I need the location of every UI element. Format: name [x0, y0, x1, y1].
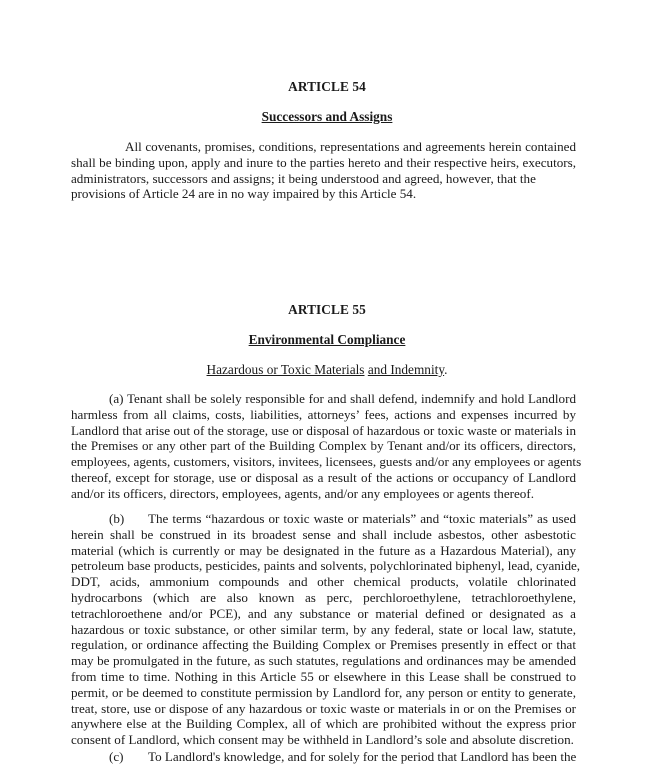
article-54-title: ARTICLE 54	[288, 79, 366, 94]
text-line: material (which is currently or may be designated in the future as a Hazardous Material), any	[71, 542, 576, 558]
article-54-subtitle: Successors and Assigns	[261, 109, 393, 124]
section-heading-period: .	[444, 362, 448, 377]
text-line: may be promulgated in the future, as such statutes, regulations and ordinances may be amended	[71, 653, 576, 669]
text-line: employees, agents, customers, visitors, invitees, licensees, guests and/or any employees or agents	[71, 454, 582, 470]
text-line: (a) Tenant shall be solely responsible for and shall defend, indemnify and hold Landlord	[109, 391, 576, 406]
text-line: and/or its officers, directors, employees, agents, and/or any employees or agents thereof.	[71, 485, 534, 501]
article-55-title: ARTICLE 55	[288, 302, 366, 317]
paragraph-b	[71, 511, 581, 748]
text-line: administrators, successors and assigns; it being understood and agreed, however, that the	[71, 170, 536, 186]
text-line-content: The terms “hazardous or toxic waste or materials” and “toxic materials” as used	[148, 511, 576, 526]
article-55-subtitle: Environmental Compliance	[248, 332, 406, 347]
text-line: thereof, except for storage, use or disposal as a result of the actions or occupancy of Landlord	[71, 469, 576, 485]
text-line: hazardous or toxic substance, or other similar term, by any federal, state or local law, statute,	[71, 621, 576, 637]
article-54-paragraph	[71, 139, 576, 202]
text-line: hydrocarbons (which are also known as perc, perchloroethylene, tetrachloroethylene,	[71, 589, 576, 605]
text-line: consent of Landlord, which consent may be withheld in Landlord’s sole and absolute discretion.	[71, 732, 574, 748]
text-line: provisions of Article 24 are in no way impaired by this Article 54.	[71, 186, 417, 202]
text-line: from time to time. Nothing in this Article 55 or elsewhere in this Lease shall be construed to	[71, 668, 576, 684]
text-line: Landlord that arise out of the storage, use or disposal of hazardous or toxic waste or materials in	[71, 422, 576, 438]
section-heading-part3: and Indemnity	[367, 362, 445, 377]
text-line: regulation, or ordinance affecting the Building Complex or Premises presently in effect or that	[71, 637, 576, 653]
section-heading-part1: Hazardous or Toxic Materials	[206, 362, 365, 377]
text-line	[71, 749, 576, 765]
text-line: harmless from all claims, costs, liabilities, attorneys’ fees, actions and expenses incurred by	[71, 406, 576, 422]
text-line: herein shall be construed in its broadest sense and shall include asbestos, other asbestotic	[71, 526, 576, 542]
paragraph-a	[71, 391, 582, 502]
paragraph-c	[71, 749, 576, 765]
paragraph-c-label: (c)	[109, 749, 124, 764]
text-line: All covenants, promises, conditions, representations and agreements herein contained	[125, 139, 576, 154]
text-line: DDT, acids, ammonium compounds and other chemical products, volatile chlorinated	[71, 574, 576, 590]
text-line: petroleum base products, pesticides, paints and solvents, polychlorinated biphenyl, lead, cyanide,	[71, 558, 581, 574]
text-line: shall be binding upon, apply and inure to the parties hereto and their respective heirs, executors,	[71, 154, 576, 170]
text-line: treat, store, use or dispose of any hazardous or toxic waste or materials in or on the Premises or	[71, 700, 576, 716]
text-line: the Premises or any other part of the Building Complex by Tenant and/or its officers, directors,	[71, 438, 576, 454]
text-line-content: To Landlord's knowledge, and for solely for the period that Landlord has been the	[148, 749, 577, 764]
text-line	[71, 511, 576, 527]
paragraph-b-label: (b)	[109, 511, 125, 526]
text-line: tetrachloroethene and/or PCE), and any substance or material defined or designated as a	[71, 605, 576, 621]
text-line: anywhere else at the Building Complex, all of which are prohibited without the express prior	[71, 716, 576, 732]
section-heading	[0, 362, 654, 378]
text-line: permit, or be deemed to constitute permission by Landlord for, any person or entity to generate,	[71, 684, 576, 700]
